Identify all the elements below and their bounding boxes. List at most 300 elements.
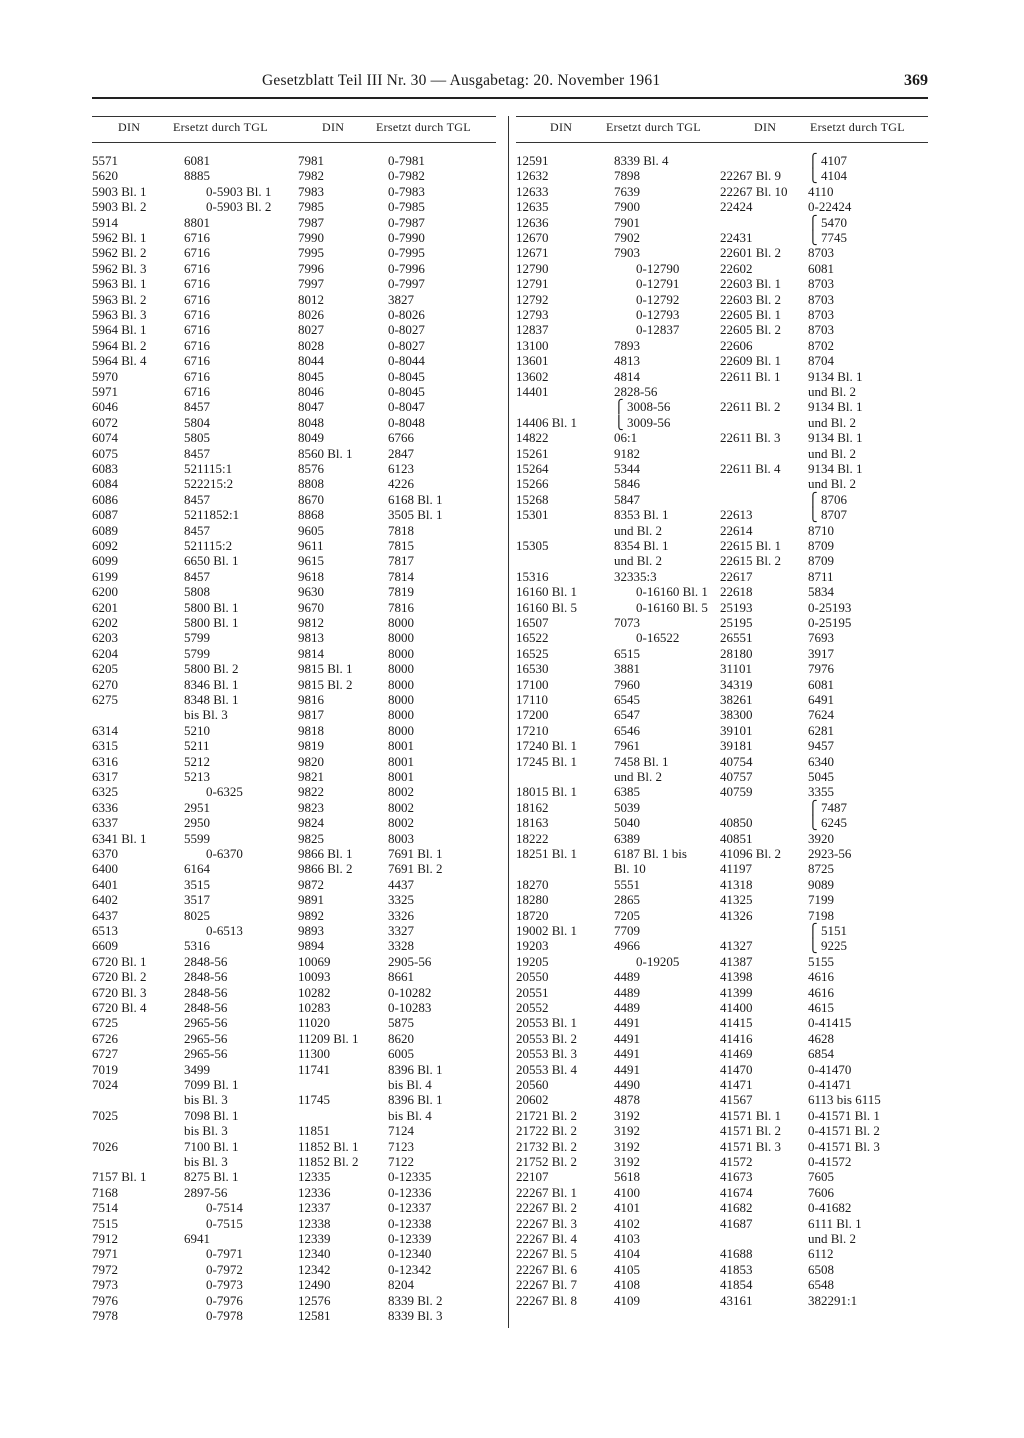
tgl-cell-2: 8001 bbox=[388, 738, 414, 754]
din-cell-2: 40759 bbox=[720, 784, 753, 800]
tgl-cell-2: ⎧ 4107 bbox=[808, 153, 847, 168]
din-cell-2: 41673 bbox=[720, 1169, 753, 1185]
din-cell: 6316 bbox=[92, 753, 118, 769]
din-cell: 20551 bbox=[516, 984, 549, 1000]
tgl-cell: 0-12791 bbox=[636, 276, 680, 292]
tgl-cell-2: und Bl. 2 bbox=[808, 476, 857, 492]
tgl-cell-2: 0-7996 bbox=[388, 260, 425, 276]
din-cell-2: 22617 bbox=[720, 568, 753, 584]
din-cell: 6513 bbox=[92, 923, 118, 938]
tgl-cell: 6187 Bl. 1 bis bbox=[614, 846, 687, 861]
tgl-cell: 8025 bbox=[184, 907, 210, 923]
tgl-cell-2: 6548 bbox=[808, 1277, 834, 1293]
din-cell-2: 22605 Bl. 2 bbox=[720, 322, 782, 338]
tgl-cell: 0-6325 bbox=[206, 784, 243, 800]
right-din-header-2: DIN bbox=[754, 120, 777, 134]
din-cell-2: 9814 bbox=[298, 645, 324, 661]
din-cell: 7912 bbox=[92, 1231, 118, 1246]
din-cell-2: 8048 bbox=[298, 414, 324, 430]
din-cell: 22267 Bl. 8 bbox=[516, 1292, 578, 1308]
din-cell-2: 26551 bbox=[720, 630, 753, 646]
tgl-cell: 8354 Bl. 1 bbox=[614, 538, 669, 553]
tgl-cell-2: 7819 bbox=[388, 584, 414, 600]
tgl-cell-2: 0-8048 bbox=[388, 414, 425, 430]
tgl-cell: 4101 bbox=[614, 1200, 640, 1216]
din-cell: 17200 bbox=[516, 707, 549, 723]
din-cell-2: 9618 bbox=[298, 568, 324, 584]
tgl-cell-2: 0-12340 bbox=[388, 1246, 432, 1262]
tgl-cell: 7099 Bl. 1 bbox=[184, 1077, 239, 1092]
tgl-cell: 6941 bbox=[184, 1231, 210, 1246]
tgl-cell: 2965-56 bbox=[184, 1015, 228, 1031]
tgl-cell-2: 8396 Bl. 1 bbox=[388, 1092, 443, 1108]
din-cell-2: 9824 bbox=[298, 815, 324, 831]
tgl-cell: 8801 bbox=[184, 214, 210, 230]
din-cell-2: 7990 bbox=[298, 230, 324, 245]
header-rule bbox=[92, 97, 928, 99]
tgl-cell: 7639 bbox=[614, 183, 640, 199]
tgl-cell-2: 3328 bbox=[388, 938, 414, 954]
din-cell: 6727 bbox=[92, 1046, 118, 1062]
din-cell: 22267 Bl. 7 bbox=[516, 1277, 578, 1293]
din-cell-2: 8047 bbox=[298, 399, 324, 415]
din-cell: 12670 bbox=[516, 230, 549, 245]
din-cell: 16160 Bl. 1 bbox=[516, 584, 578, 600]
din-cell: 6199 bbox=[92, 568, 118, 584]
din-cell: 7971 bbox=[92, 1246, 118, 1262]
tgl-cell-2: 0-12335 bbox=[388, 1169, 432, 1185]
tgl-cell-2: 7199 bbox=[808, 892, 834, 908]
tgl-cell: 4489 bbox=[614, 1000, 640, 1015]
din-cell-2: 41853 bbox=[720, 1261, 753, 1277]
tgl-cell: 5211 bbox=[184, 738, 210, 754]
din-cell: 21721 Bl. 2 bbox=[516, 1107, 578, 1123]
tgl-cell-2: 3917 bbox=[808, 645, 834, 661]
din-cell: 6370 bbox=[92, 846, 118, 861]
tgl-cell: 0-7976 bbox=[206, 1292, 243, 1308]
tgl-cell-2: 8000 bbox=[388, 707, 414, 723]
tgl-cell-2: 7818 bbox=[388, 522, 414, 538]
tgl-cell: 0-16160 Bl. 1 bbox=[636, 584, 708, 600]
page-number: 369 bbox=[904, 72, 928, 89]
din-cell-2: 12581 bbox=[298, 1308, 331, 1323]
din-cell: 6720 Bl. 2 bbox=[92, 969, 147, 985]
tgl-cell: 6547 bbox=[614, 707, 640, 723]
tgl-cell-2: 7124 bbox=[388, 1123, 414, 1139]
tgl-cell-2: 8002 bbox=[388, 784, 414, 800]
tgl-cell-2: 0-41471 bbox=[808, 1077, 852, 1092]
page-header bbox=[92, 72, 928, 96]
din-cell-2: 9866 Bl. 1 bbox=[298, 846, 353, 861]
din-cell: 7973 bbox=[92, 1277, 118, 1293]
din-cell: 12591 bbox=[516, 153, 549, 168]
tgl-cell-2: 0-12339 bbox=[388, 1231, 432, 1246]
din-cell-2: 10282 bbox=[298, 984, 331, 1000]
tgl-cell-2: 3326 bbox=[388, 907, 414, 923]
din-cell: 6315 bbox=[92, 738, 118, 754]
tgl-cell-2: 0-10283 bbox=[388, 1000, 432, 1015]
tgl-cell-2: 0-25195 bbox=[808, 615, 852, 630]
tgl-cell: 5847 bbox=[614, 491, 640, 507]
din-cell: 5903 Bl. 1 bbox=[92, 183, 147, 199]
tgl-cell-2: 3827 bbox=[388, 291, 414, 307]
tgl-cell-2: 8002 bbox=[388, 799, 414, 815]
tgl-cell-2: 6081 bbox=[808, 260, 834, 276]
tgl-cell-2: 0-7995 bbox=[388, 245, 425, 261]
din-cell: 6726 bbox=[92, 1030, 118, 1046]
din-cell: 16530 bbox=[516, 661, 549, 677]
tgl-cell-2: 2905-56 bbox=[388, 953, 432, 969]
din-cell-2: 7983 bbox=[298, 183, 324, 199]
din-cell-2: 7982 bbox=[298, 168, 324, 184]
tgl-cell: 7900 bbox=[614, 199, 640, 215]
din-cell: 5963 Bl. 2 bbox=[92, 291, 147, 307]
din-cell-2: 8045 bbox=[298, 368, 324, 384]
din-cell-2: 12338 bbox=[298, 1215, 331, 1231]
din-cell-2: 9605 bbox=[298, 522, 324, 538]
din-cell-2: 9872 bbox=[298, 876, 324, 892]
tgl-cell: 3517 bbox=[184, 892, 210, 908]
tgl-cell-2: 6111 Bl. 1 bbox=[808, 1215, 862, 1231]
din-cell: 5963 Bl. 3 bbox=[92, 307, 147, 322]
tgl-cell-2: 9134 Bl. 1 bbox=[808, 461, 863, 476]
tgl-cell-2: ⎧ 5151 bbox=[808, 923, 847, 938]
din-cell: 15261 bbox=[516, 445, 549, 461]
tgl-cell: 0-12790 bbox=[636, 260, 680, 276]
din-cell-2: 41682 bbox=[720, 1200, 753, 1216]
din-cell-2: 22615 Bl. 2 bbox=[720, 553, 782, 569]
din-cell-2: 9825 bbox=[298, 830, 324, 846]
din-cell-2: 8670 bbox=[298, 491, 324, 507]
tgl-cell-2: 8003 bbox=[388, 830, 414, 846]
din-cell-2: 41398 bbox=[720, 969, 753, 985]
tgl-cell: 6081 bbox=[184, 153, 210, 168]
din-cell: 19205 bbox=[516, 953, 549, 969]
din-cell: 6201 bbox=[92, 599, 118, 615]
din-cell-2: 12342 bbox=[298, 1261, 331, 1277]
din-cell-2: 41571 Bl. 1 bbox=[720, 1107, 782, 1123]
left-din-header-2: DIN bbox=[322, 120, 345, 134]
din-cell: 22267 Bl. 6 bbox=[516, 1261, 578, 1277]
tgl-cell-2: 8000 bbox=[388, 722, 414, 738]
din-cell: 6083 bbox=[92, 461, 118, 476]
din-cell: 13602 bbox=[516, 368, 549, 384]
tgl-cell-2: 0-41415 bbox=[808, 1015, 852, 1031]
tgl-cell: 4489 bbox=[614, 969, 640, 985]
right-din-header-1: DIN bbox=[550, 120, 573, 134]
din-cell-2: 8028 bbox=[298, 337, 324, 353]
tgl-cell-2: ⎧ 5470 bbox=[808, 214, 847, 230]
column-divider bbox=[508, 116, 509, 1328]
tgl-cell-2: 7693 bbox=[808, 630, 834, 646]
tgl-cell-2: 0-7982 bbox=[388, 168, 425, 184]
tgl-cell: 4489 bbox=[614, 984, 640, 1000]
din-cell: 17210 bbox=[516, 722, 549, 738]
tgl-cell-2: 8703 bbox=[808, 307, 834, 322]
tgl-cell: 5800 Bl. 1 bbox=[184, 615, 239, 630]
din-cell: 17240 Bl. 1 bbox=[516, 738, 578, 754]
tgl-cell-2: 3505 Bl. 1 bbox=[388, 507, 443, 523]
tgl-cell-2: 2923-56 bbox=[808, 846, 852, 861]
tgl-cell-2: 9134 Bl. 1 bbox=[808, 368, 863, 384]
tgl-cell-2: 0-8026 bbox=[388, 307, 425, 322]
tgl-cell-2: 0-8047 bbox=[388, 399, 425, 415]
din-cell: 16160 Bl. 5 bbox=[516, 599, 578, 615]
din-cell-2: 28180 bbox=[720, 645, 753, 661]
tgl-cell-2: 8709 bbox=[808, 553, 834, 569]
tgl-cell-2: 6766 bbox=[388, 430, 414, 446]
din-cell: 17100 bbox=[516, 676, 549, 692]
tgl-cell-2: 6854 bbox=[808, 1046, 834, 1062]
tgl-cell: 0-7978 bbox=[206, 1308, 243, 1323]
din-cell: 15268 bbox=[516, 491, 549, 507]
tgl-cell: 0-12792 bbox=[636, 291, 680, 307]
din-cell-2: 7996 bbox=[298, 260, 324, 276]
tgl-cell: 06:1 bbox=[614, 430, 638, 446]
tgl-cell-2: 7814 bbox=[388, 568, 414, 584]
din-cell: 20550 bbox=[516, 969, 549, 985]
tgl-cell: 7098 Bl. 1 bbox=[184, 1107, 239, 1123]
right-block bbox=[516, 153, 928, 1323]
tgl-cell-2: 8339 Bl. 3 bbox=[388, 1308, 443, 1323]
tgl-cell: und Bl. 2 bbox=[614, 553, 663, 569]
din-cell-2: 9891 bbox=[298, 892, 324, 908]
din-cell: 6200 bbox=[92, 584, 118, 600]
tgl-cell: 0-6370 bbox=[206, 846, 243, 861]
tgl-cell-2: 8000 bbox=[388, 630, 414, 646]
din-cell-2: 40757 bbox=[720, 769, 753, 784]
din-cell: 6270 bbox=[92, 676, 118, 692]
din-cell: 5620 bbox=[92, 168, 118, 184]
tgl-cell-2: 0-8027 bbox=[388, 322, 425, 338]
din-cell-2: 41415 bbox=[720, 1015, 753, 1031]
tgl-cell: 5344 bbox=[614, 461, 640, 476]
tgl-cell: 6546 bbox=[614, 722, 640, 738]
din-cell: 7515 bbox=[92, 1215, 118, 1231]
din-cell-2: 41327 bbox=[720, 938, 753, 954]
din-cell: 18015 Bl. 1 bbox=[516, 784, 578, 800]
tgl-cell: 4814 bbox=[614, 368, 640, 384]
din-cell: 6074 bbox=[92, 430, 118, 446]
tgl-cell: 0-7971 bbox=[206, 1246, 243, 1262]
din-cell-2: 22615 Bl. 1 bbox=[720, 538, 782, 553]
din-cell: 15316 bbox=[516, 568, 549, 584]
tgl-cell: 5800 Bl. 2 bbox=[184, 661, 239, 677]
din-cell-2: 22609 Bl. 1 bbox=[720, 353, 782, 369]
din-cell: 6437 bbox=[92, 907, 118, 923]
din-cell-2: 8576 bbox=[298, 461, 324, 476]
din-cell-2: 22603 Bl. 1 bbox=[720, 276, 782, 292]
tgl-cell-2: und Bl. 2 bbox=[808, 1231, 857, 1246]
din-cell-2: 41572 bbox=[720, 1154, 753, 1169]
tgl-cell: 0-7973 bbox=[206, 1277, 243, 1293]
din-cell: 20553 Bl. 4 bbox=[516, 1061, 578, 1077]
tgl-cell-2: 3325 bbox=[388, 892, 414, 908]
din-cell-2: 9894 bbox=[298, 938, 324, 954]
right-head-rule bbox=[516, 142, 928, 143]
din-cell: 18270 bbox=[516, 876, 549, 892]
tgl-cell: 2897-56 bbox=[184, 1184, 228, 1200]
din-cell: 5963 Bl. 1 bbox=[92, 276, 147, 292]
tgl-cell-2: 9457 bbox=[808, 738, 834, 754]
tgl-cell-2: 0-41572 bbox=[808, 1154, 852, 1169]
tgl-cell-2: 5875 bbox=[388, 1015, 414, 1031]
din-cell: 14401 bbox=[516, 384, 549, 399]
tgl-cell-2: 8000 bbox=[388, 692, 414, 707]
din-cell-2: 22601 Bl. 2 bbox=[720, 245, 782, 261]
tgl-cell: 521115:1 bbox=[184, 461, 233, 476]
tgl-cell-2: und Bl. 2 bbox=[808, 414, 857, 430]
din-cell-2: 9812 bbox=[298, 615, 324, 630]
tgl-cell-2: 8725 bbox=[808, 861, 834, 877]
din-cell: 22267 Bl. 3 bbox=[516, 1215, 578, 1231]
tgl-cell-2: 6081 bbox=[808, 676, 834, 692]
din-cell-2: 9670 bbox=[298, 599, 324, 615]
tgl-cell: 4490 bbox=[614, 1077, 640, 1092]
tgl-cell: 5599 bbox=[184, 830, 210, 846]
tgl-cell-2: 0-41682 bbox=[808, 1200, 852, 1216]
din-cell: 12633 bbox=[516, 183, 549, 199]
tgl-cell-2: 0-8044 bbox=[388, 353, 425, 369]
right-top-rule bbox=[516, 116, 928, 117]
din-cell: 6202 bbox=[92, 615, 118, 630]
tgl-cell: 3192 bbox=[614, 1154, 640, 1169]
din-cell-2: 12339 bbox=[298, 1231, 331, 1246]
din-cell: 5964 Bl. 4 bbox=[92, 353, 147, 369]
tgl-cell: 4100 bbox=[614, 1184, 640, 1200]
din-cell-2: 8012 bbox=[298, 291, 324, 307]
tgl-cell-2: 5045 bbox=[808, 769, 834, 784]
din-cell-2: 41471 bbox=[720, 1077, 753, 1092]
tgl-cell: 5040 bbox=[614, 815, 640, 831]
tgl-cell: 2965-56 bbox=[184, 1046, 228, 1062]
tgl-cell-2: 4628 bbox=[808, 1030, 834, 1046]
tgl-cell-2: ⎧ 7487 bbox=[808, 799, 847, 815]
din-cell: 12632 bbox=[516, 168, 549, 184]
tgl-cell-2: 8710 bbox=[808, 522, 834, 538]
tgl-cell: 6385 bbox=[614, 784, 640, 800]
tgl-cell: 7902 bbox=[614, 230, 640, 245]
tgl-cell: 7893 bbox=[614, 337, 640, 353]
din-cell-2: 22267 Bl. 10 bbox=[720, 183, 788, 199]
din-cell: 18251 Bl. 1 bbox=[516, 846, 578, 861]
din-cell-2: 38261 bbox=[720, 692, 753, 707]
tgl-cell-2: 8000 bbox=[388, 615, 414, 630]
tgl-cell-2: 8000 bbox=[388, 661, 414, 677]
tgl-cell: 2965-56 bbox=[184, 1030, 228, 1046]
tgl-cell: 0-7972 bbox=[206, 1261, 243, 1277]
din-cell-2: 12490 bbox=[298, 1277, 331, 1293]
din-cell: 7976 bbox=[92, 1292, 118, 1308]
din-cell: 21752 Bl. 2 bbox=[516, 1154, 578, 1169]
din-cell: 15301 bbox=[516, 507, 549, 523]
tgl-cell: 4102 bbox=[614, 1215, 640, 1231]
din-cell: 6275 bbox=[92, 692, 118, 707]
din-cell: 15305 bbox=[516, 538, 549, 553]
din-cell: 5962 Bl. 3 bbox=[92, 260, 147, 276]
din-cell: 5964 Bl. 2 bbox=[92, 337, 147, 353]
din-cell-2: 9823 bbox=[298, 799, 324, 815]
tgl-cell-2: 6112 bbox=[808, 1246, 834, 1262]
tgl-cell: und Bl. 2 bbox=[614, 769, 663, 784]
tgl-cell-2: 7691 Bl. 1 bbox=[388, 846, 443, 861]
tgl-cell: 5799 bbox=[184, 645, 210, 661]
tgl-cell: bis Bl. 3 bbox=[184, 707, 228, 723]
tgl-cell: 8457 bbox=[184, 568, 210, 584]
din-cell: 6072 bbox=[92, 414, 118, 430]
din-cell-2: 41399 bbox=[720, 984, 753, 1000]
din-cell: 6720 Bl. 1 bbox=[92, 953, 147, 969]
tgl-cell: 6716 bbox=[184, 291, 210, 307]
tgl-cell: 0-7514 bbox=[206, 1200, 243, 1216]
tgl-cell: 3192 bbox=[614, 1123, 640, 1139]
tgl-cell: 2828-56 bbox=[614, 384, 658, 399]
tgl-cell-2: 7815 bbox=[388, 538, 414, 553]
tgl-cell: 7709 bbox=[614, 923, 640, 938]
din-cell: 13601 bbox=[516, 353, 549, 369]
din-cell-2: 10093 bbox=[298, 969, 331, 985]
din-cell-2: 9819 bbox=[298, 738, 324, 754]
din-cell-2: 39101 bbox=[720, 722, 753, 738]
tgl-cell: 7898 bbox=[614, 168, 640, 184]
din-cell: 6086 bbox=[92, 491, 118, 507]
tgl-cell-2: 0-41571 Bl. 3 bbox=[808, 1138, 880, 1154]
din-cell-2: 41674 bbox=[720, 1184, 753, 1200]
tgl-cell: bis Bl. 3 bbox=[184, 1092, 228, 1108]
tgl-cell: 2950 bbox=[184, 815, 210, 831]
din-cell: 14822 bbox=[516, 430, 549, 446]
din-cell-2: 8027 bbox=[298, 322, 324, 338]
tgl-cell: 8348 Bl. 1 bbox=[184, 692, 239, 707]
tgl-cell-2: 0-41470 bbox=[808, 1061, 852, 1077]
tgl-cell-2: 5155 bbox=[808, 953, 834, 969]
tgl-cell: 7960 bbox=[614, 676, 640, 692]
din-cell-2: 11852 Bl. 2 bbox=[298, 1154, 359, 1169]
tgl-cell: 5212 bbox=[184, 753, 210, 769]
tgl-cell-2: 8703 bbox=[808, 322, 834, 338]
tgl-cell: ⎧ 3008-56 bbox=[614, 399, 671, 415]
din-cell-2: 25195 bbox=[720, 615, 753, 630]
din-cell-2: 22611 Bl. 2 bbox=[720, 399, 781, 415]
din-cell-2: 41318 bbox=[720, 876, 753, 892]
din-cell-2: 11741 bbox=[298, 1061, 331, 1077]
din-cell: 6401 bbox=[92, 876, 118, 892]
din-cell: 7157 Bl. 1 bbox=[92, 1169, 147, 1185]
left-block bbox=[92, 153, 502, 1323]
din-cell: 17245 Bl. 1 bbox=[516, 753, 578, 769]
tgl-cell: 5211852:1 bbox=[184, 507, 240, 523]
din-cell: 6203 bbox=[92, 630, 118, 646]
left-tgl-header-1: Ersetzt durch TGL bbox=[173, 120, 268, 134]
din-cell: 5970 bbox=[92, 368, 118, 384]
din-cell-2: 31101 bbox=[720, 661, 753, 677]
din-cell: 12793 bbox=[516, 307, 549, 322]
tgl-cell-2: und Bl. 2 bbox=[808, 384, 857, 399]
din-cell-2: 9817 bbox=[298, 707, 324, 723]
din-cell-2: 41197 bbox=[720, 861, 753, 877]
din-cell: 22267 Bl. 4 bbox=[516, 1231, 578, 1246]
tgl-cell-2: 4437 bbox=[388, 876, 414, 892]
tgl-cell-2: 4616 bbox=[808, 984, 834, 1000]
tgl-cell: 5799 bbox=[184, 630, 210, 646]
tgl-cell-2: 0-8045 bbox=[388, 368, 425, 384]
tgl-cell-2: ⎩ 9225 bbox=[808, 938, 847, 954]
din-cell: 6402 bbox=[92, 892, 118, 908]
tgl-cell-2: 3920 bbox=[808, 830, 834, 846]
din-cell-2: 34319 bbox=[720, 676, 753, 692]
din-cell-2: 40850 bbox=[720, 815, 753, 831]
tgl-cell-2: 8702 bbox=[808, 337, 834, 353]
